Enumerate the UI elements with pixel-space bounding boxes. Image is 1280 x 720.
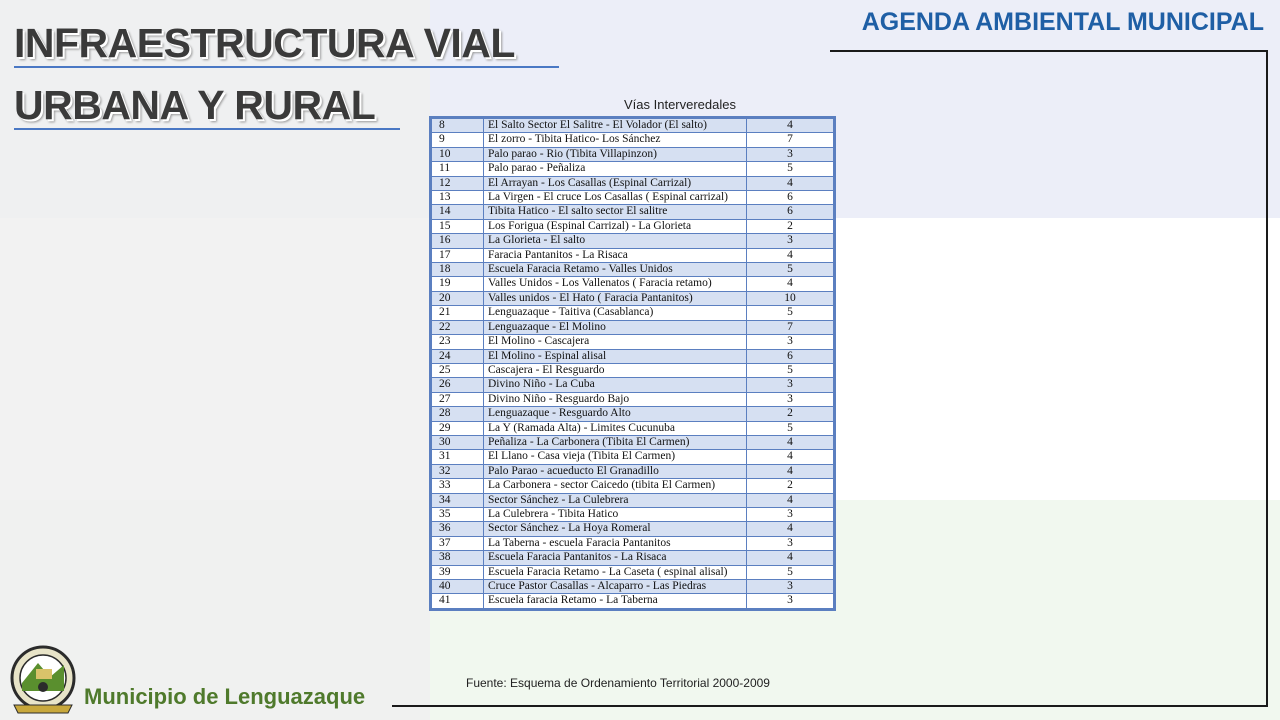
road-value: 10 <box>747 291 834 305</box>
row-number: 41 <box>432 594 484 608</box>
road-value: 5 <box>747 363 834 377</box>
roads-table-body <box>432 119 834 609</box>
table-row <box>432 378 834 392</box>
agenda-heading: AGENDA AMBIENTAL MUNICIPAL <box>861 8 1264 36</box>
road-value: 2 <box>747 407 834 421</box>
row-number: 18 <box>432 263 484 277</box>
table-row <box>432 464 834 478</box>
row-number: 38 <box>432 551 484 565</box>
row-number: 12 <box>432 176 484 190</box>
road-value: 7 <box>747 133 834 147</box>
road-name: Lenguazaque - Resguardo Alto <box>484 407 747 421</box>
road-value: 4 <box>747 450 834 464</box>
road-value: 3 <box>747 536 834 550</box>
row-number: 17 <box>432 248 484 262</box>
row-number: 36 <box>432 522 484 536</box>
road-name: La Taberna - escuela Faracia Pantanitos <box>484 536 747 550</box>
road-name: Faracia Pantanitos - La Risaca <box>484 248 747 262</box>
road-value: 3 <box>747 392 834 406</box>
road-value: 4 <box>747 176 834 190</box>
road-name: Lenguazaque - El Molino <box>484 320 747 334</box>
row-number: 23 <box>432 335 484 349</box>
table-row <box>432 162 834 176</box>
road-value: 4 <box>747 522 834 536</box>
row-number: 34 <box>432 493 484 507</box>
road-name: Peñaliza - La Carbonera (Tibita El Carmen) <box>484 435 747 449</box>
row-number: 27 <box>432 392 484 406</box>
table-caption: Vías Interveredales <box>623 97 736 112</box>
road-name: La Carbonera - sector Caicedo (tibita El Carmen) <box>484 479 747 493</box>
row-number: 8 <box>432 119 484 133</box>
table-row <box>432 551 834 565</box>
table-source: Fuente: Esquema de Ordenamiento Territorial 2000-2009 <box>466 676 770 690</box>
road-value: 4 <box>747 551 834 565</box>
road-value: 2 <box>747 479 834 493</box>
table-row <box>432 320 834 334</box>
road-name: La Virgen - El cruce Los Casallas ( Espinal carrizal) <box>484 191 747 205</box>
table-row <box>432 291 834 305</box>
municipal-seal-icon <box>8 643 78 715</box>
road-value: 5 <box>747 421 834 435</box>
row-number: 13 <box>432 191 484 205</box>
row-number: 37 <box>432 536 484 550</box>
row-number: 21 <box>432 306 484 320</box>
row-number: 26 <box>432 378 484 392</box>
table-row <box>432 363 834 377</box>
frame-line-top <box>830 50 1268 52</box>
row-number: 39 <box>432 565 484 579</box>
road-name: La Culebrera - Tibita Hatico <box>484 507 747 521</box>
title-underline-2 <box>14 128 400 130</box>
row-number: 30 <box>432 435 484 449</box>
table-row <box>432 147 834 161</box>
row-number: 25 <box>432 363 484 377</box>
table-row <box>432 536 834 550</box>
road-name: La Y (Ramada Alta) - Limites Cucunuba <box>484 421 747 435</box>
row-number: 11 <box>432 162 484 176</box>
road-value: 3 <box>747 147 834 161</box>
road-name: Escuela Faracia Retamo - La Caseta ( espinal alisal) <box>484 565 747 579</box>
row-number: 40 <box>432 580 484 594</box>
road-name: El Salto Sector El Salitre - El Volador (El salto) <box>484 119 747 133</box>
table-row <box>432 392 834 406</box>
road-value: 3 <box>747 378 834 392</box>
road-name: El zorro - Tibita Hatico- Los Sánchez <box>484 133 747 147</box>
road-value: 4 <box>747 493 834 507</box>
table-row <box>432 349 834 363</box>
table-row <box>432 277 834 291</box>
road-name: Sector Sánchez - La Culebrera <box>484 493 747 507</box>
road-name: Sector Sánchez - La Hoya Romeral <box>484 522 747 536</box>
row-number: 19 <box>432 277 484 291</box>
road-name: Escuela faracia Retamo - La Taberna <box>484 594 747 608</box>
row-number: 14 <box>432 205 484 219</box>
row-number: 32 <box>432 464 484 478</box>
road-value: 6 <box>747 191 834 205</box>
road-name: Palo parao - Rio (Tibita Villapinzon) <box>484 147 747 161</box>
row-number: 35 <box>432 507 484 521</box>
road-name: Valles Unidos - Los Vallenatos ( Faracia retamo) <box>484 277 747 291</box>
road-value: 5 <box>747 306 834 320</box>
road-name: El Llano - Casa vieja (Tibita El Carmen) <box>484 450 747 464</box>
road-value: 5 <box>747 263 834 277</box>
table-row <box>432 205 834 219</box>
row-number: 33 <box>432 479 484 493</box>
road-name: Divino Niño - Resguardo Bajo <box>484 392 747 406</box>
road-name: Palo parao - Peñaliza <box>484 162 747 176</box>
row-number: 20 <box>432 291 484 305</box>
road-value: 5 <box>747 162 834 176</box>
page-title-line-2: URBANA Y RURAL <box>14 82 376 128</box>
table-row <box>432 435 834 449</box>
table-row <box>432 234 834 248</box>
table-row <box>432 450 834 464</box>
road-value: 3 <box>747 580 834 594</box>
table-row <box>432 407 834 421</box>
road-value: 3 <box>747 594 834 608</box>
road-value: 4 <box>747 464 834 478</box>
road-name: El Arrayan - Los Casallas (Espinal Carrizal) <box>484 176 747 190</box>
road-name: El Molino - Cascajera <box>484 335 747 349</box>
table-row <box>432 479 834 493</box>
road-name: Tibita Hatico - El salto sector El salitre <box>484 205 747 219</box>
road-name: Divino Niño - La Cuba <box>484 378 747 392</box>
road-name: Palo Parao - acueducto El Granadillo <box>484 464 747 478</box>
road-value: 6 <box>747 205 834 219</box>
table-row <box>432 565 834 579</box>
road-value: 3 <box>747 234 834 248</box>
road-name: Los Forigua (Espinal Carrizal) - La Glorieta <box>484 219 747 233</box>
road-value: 4 <box>747 248 834 262</box>
road-value: 4 <box>747 119 834 133</box>
table-row <box>432 421 834 435</box>
page-title-line-1: INFRAESTRUCTURA VIAL <box>14 20 515 66</box>
row-number: 22 <box>432 320 484 334</box>
table-row <box>432 507 834 521</box>
table-row <box>432 493 834 507</box>
road-value: 2 <box>747 219 834 233</box>
frame-line-bottom <box>392 705 1268 707</box>
road-value: 6 <box>747 349 834 363</box>
row-number: 15 <box>432 219 484 233</box>
title-underline-1 <box>14 66 559 68</box>
road-value: 5 <box>747 565 834 579</box>
table-row <box>432 594 834 608</box>
road-name: Cruce Pastor Casallas - Alcaparro - Las Piedras <box>484 580 747 594</box>
road-name: Lenguazaque - Taitiva (Casablanca) <box>484 306 747 320</box>
table-row <box>432 119 834 133</box>
road-value: 4 <box>747 435 834 449</box>
table-row <box>432 191 834 205</box>
road-value: 3 <box>747 335 834 349</box>
road-name: Escuela Faracia Retamo - Valles Unidos <box>484 263 747 277</box>
road-name: Valles unidos - El Hato ( Faracia Pantanitos) <box>484 291 747 305</box>
row-number: 10 <box>432 147 484 161</box>
row-number: 31 <box>432 450 484 464</box>
table-row <box>432 176 834 190</box>
frame-line-right <box>1266 50 1268 707</box>
road-name: El Molino - Espinal alisal <box>484 349 747 363</box>
municipio-name: Municipio de Lenguazaque <box>84 684 366 709</box>
row-number: 16 <box>432 234 484 248</box>
table-row <box>432 219 834 233</box>
row-number: 29 <box>432 421 484 435</box>
row-number: 24 <box>432 349 484 363</box>
table-row <box>432 335 834 349</box>
table-row <box>432 522 834 536</box>
road-value: 7 <box>747 320 834 334</box>
table-row <box>432 263 834 277</box>
table-row <box>432 248 834 262</box>
road-value: 4 <box>747 277 834 291</box>
road-name: Cascajera - El Resguardo <box>484 363 747 377</box>
row-number: 28 <box>432 407 484 421</box>
road-name: La Glorieta - El salto <box>484 234 747 248</box>
row-number: 9 <box>432 133 484 147</box>
table-row <box>432 580 834 594</box>
road-value: 3 <box>747 507 834 521</box>
table-row <box>432 306 834 320</box>
roads-table <box>429 116 836 611</box>
road-name: Escuela Faracia Pantanitos - La Risaca <box>484 551 747 565</box>
table-row <box>432 133 834 147</box>
